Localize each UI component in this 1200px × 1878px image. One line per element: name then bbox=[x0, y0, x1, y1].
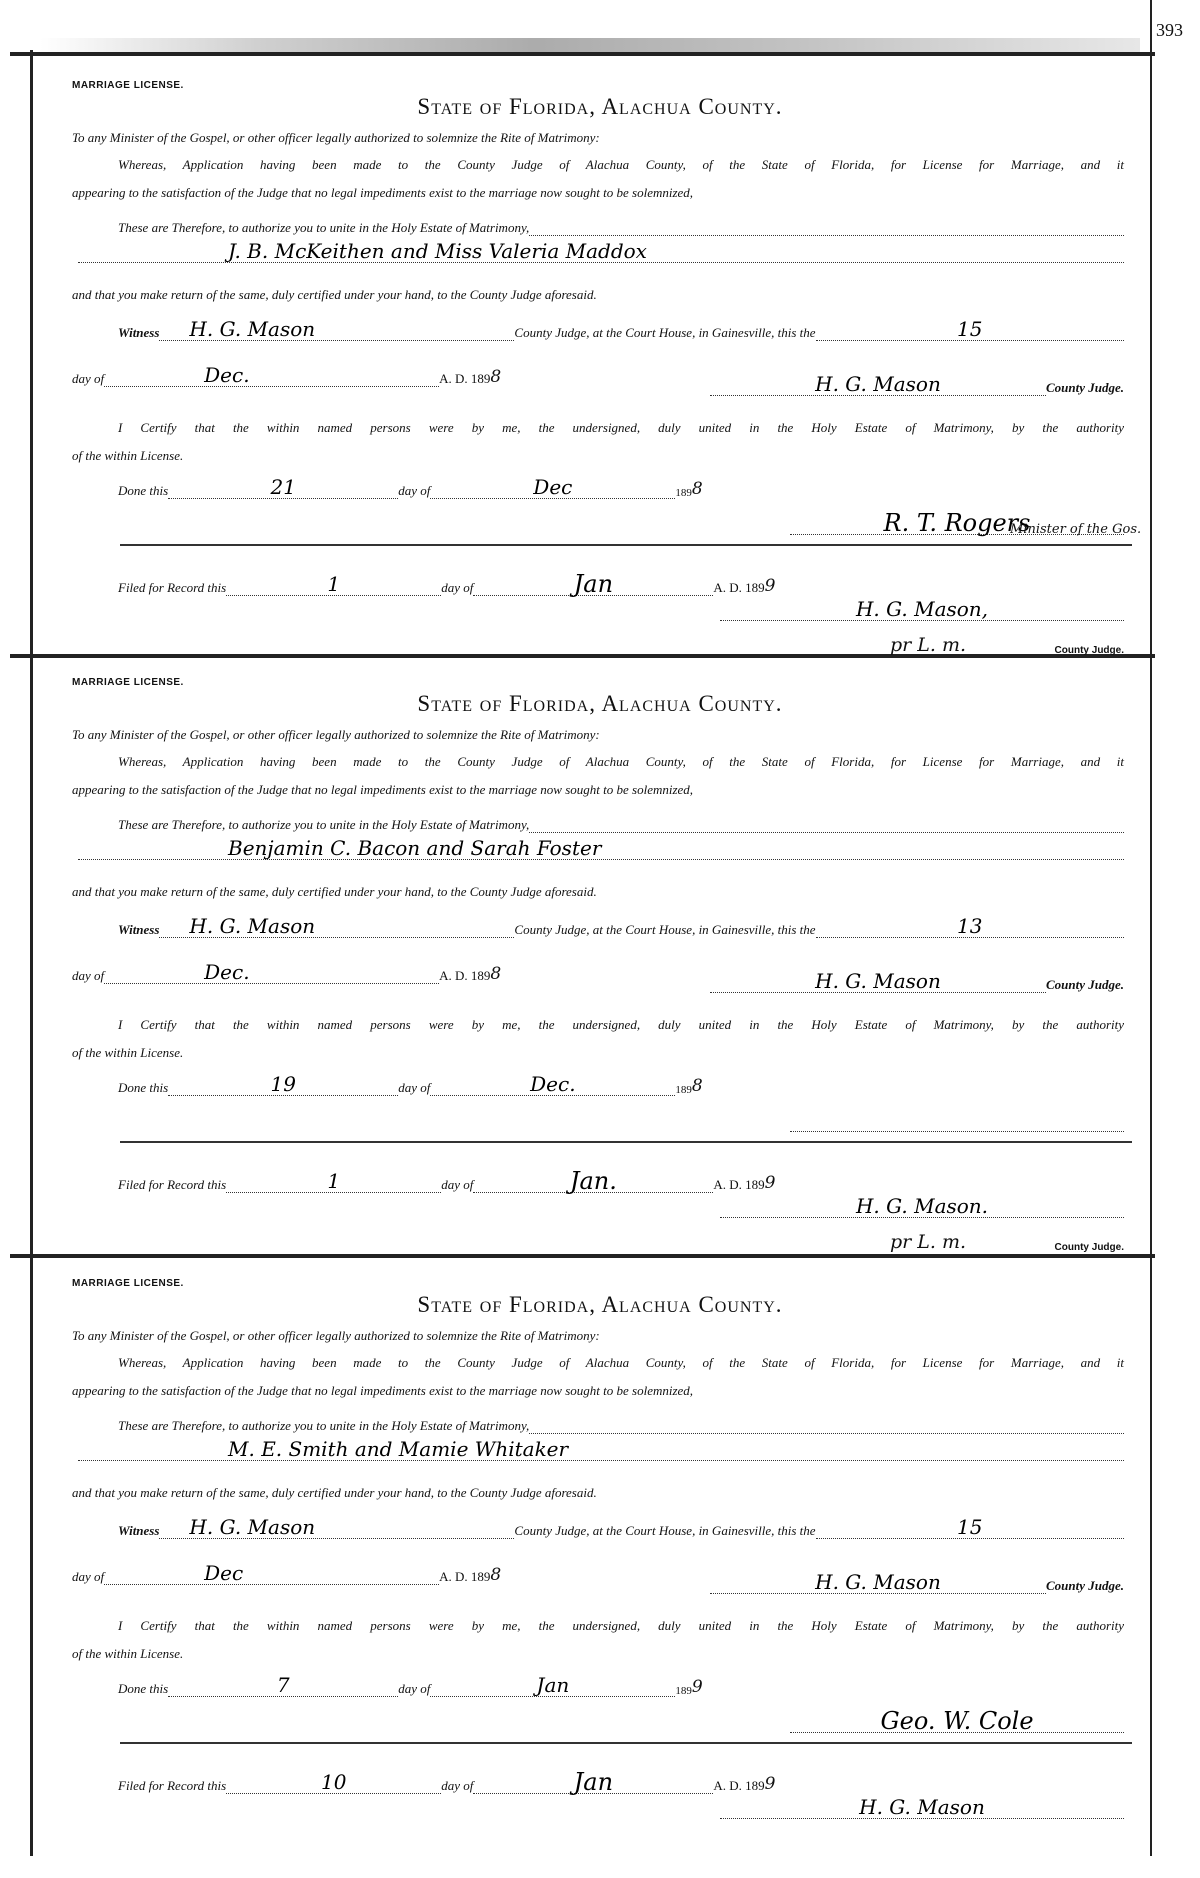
done-line bbox=[118, 1072, 818, 1096]
done-year-prefix: 189 bbox=[675, 1084, 692, 1096]
day-of-label: day of bbox=[398, 1080, 431, 1095]
clerk-signature-field bbox=[720, 1194, 1124, 1218]
officiant-signature-field bbox=[790, 1117, 1124, 1132]
filed-year-digit: 9 bbox=[764, 1774, 776, 1794]
filed-label: Filed for Record this bbox=[118, 1177, 227, 1192]
filed-month-field bbox=[473, 570, 713, 598]
judge-signature-line bbox=[710, 372, 1124, 396]
ad-label: A. D. 189 bbox=[713, 580, 765, 595]
witness-line bbox=[118, 1515, 1124, 1539]
day-of-label: day of bbox=[441, 1177, 474, 1192]
clerk-signature-field bbox=[720, 597, 1124, 621]
return-text: and that you make return of the same, duly certified under your hand, to the County Judge aforesaid. bbox=[72, 1485, 597, 1500]
filed-month-field bbox=[473, 1768, 713, 1796]
filed-day: 10 bbox=[320, 1770, 347, 1794]
clerk-title: County Judge. bbox=[1054, 645, 1124, 656]
address-line bbox=[72, 1328, 1124, 1344]
judge-signature-field bbox=[710, 1570, 1046, 1594]
done-day: 21 bbox=[270, 475, 296, 499]
ad-label: A. D. 189 bbox=[439, 968, 491, 983]
done-day-field bbox=[168, 1072, 398, 1096]
done-month-field bbox=[430, 1673, 675, 1697]
issue-day-field bbox=[816, 914, 1124, 938]
done-this-label: Done this bbox=[118, 483, 169, 498]
within-license-line bbox=[72, 1045, 1124, 1061]
form-label: MARRIAGE LICENSE. bbox=[72, 1278, 184, 1289]
return-line bbox=[72, 884, 1124, 900]
form-title: State of Florida, Alachua County. bbox=[417, 1292, 783, 1317]
witness-line bbox=[118, 317, 1124, 341]
address-text: To any Minister of the Gospel, or other officer legally authorized to solemnize the Rite of Matrimony: bbox=[72, 1328, 600, 1343]
filed-day-field bbox=[226, 1770, 441, 1794]
within-license-line bbox=[72, 448, 1124, 464]
filler-dots bbox=[529, 1419, 1124, 1434]
filed-line bbox=[118, 570, 898, 598]
filed-line bbox=[118, 1768, 898, 1796]
appearing-line bbox=[72, 185, 1124, 201]
return-text: and that you make return of the same, duly certified under your hand, to the County Judge aforesaid. bbox=[72, 884, 597, 899]
clerk-signature: H. G. Mason bbox=[859, 1795, 985, 1819]
couple-names: J. B. McKeithen and Miss Valeria Maddox bbox=[228, 239, 647, 263]
clerk-initials-line bbox=[890, 634, 1124, 656]
day-of-label: day of bbox=[441, 1778, 474, 1793]
issue-day: 15 bbox=[957, 1515, 983, 1539]
appearing-text: appearing to the satisfaction of the Judge that no legal impediments exist to the marriage now sought to be solemnized, bbox=[72, 782, 694, 797]
issue-date-line bbox=[72, 1561, 672, 1585]
page-number: 393 bbox=[1156, 20, 1183, 40]
filed-label: Filed for Record this bbox=[118, 1778, 227, 1793]
scan-shadow bbox=[40, 38, 1140, 52]
these-are-line bbox=[118, 1418, 1124, 1434]
filed-month: Jan bbox=[573, 570, 614, 598]
clerk-signature: H. G. Mason. bbox=[855, 1194, 989, 1218]
marriage-license-record bbox=[0, 80, 1200, 680]
judge-signature-field bbox=[710, 372, 1046, 396]
whereas-line: Whereas, Application having been made to the County Judge of Alachua County, of the State of Florida, for License for Marriage, and it bbox=[118, 157, 1124, 172]
issue-month-field bbox=[104, 960, 439, 984]
witness-field bbox=[159, 317, 514, 341]
done-line bbox=[118, 1673, 818, 1697]
clerk-signature-field bbox=[720, 1795, 1124, 1819]
appearing-line bbox=[72, 1383, 1124, 1399]
these-are-line bbox=[118, 220, 1124, 236]
witness-judge-name: H. G. Mason bbox=[189, 914, 316, 938]
done-year-digit: 9 bbox=[691, 1677, 703, 1697]
these-are-line bbox=[118, 817, 1124, 833]
filed-year-digit: 9 bbox=[764, 1173, 776, 1193]
within-license-text: of the within License. bbox=[72, 448, 184, 463]
form-title: State of Florida, Alachua County. bbox=[417, 691, 783, 716]
these-are-text: These are Therefore, to authorize you to unite in the Holy Estate of Matrimony, bbox=[118, 817, 530, 832]
ad-label: A. D. 189 bbox=[713, 1177, 765, 1192]
address-text: To any Minister of the Gospel, or other officer legally authorized to solemnize the Rite of Matrimony: bbox=[72, 727, 600, 742]
issue-day: 15 bbox=[957, 317, 983, 341]
done-day: 7 bbox=[276, 1673, 290, 1697]
issue-day-field bbox=[816, 317, 1124, 341]
officiant-title: Minister of the Gos. bbox=[1010, 522, 1142, 537]
issue-month: Dec. bbox=[204, 363, 250, 387]
filing-divider bbox=[120, 1141, 1132, 1143]
done-month: Dec. bbox=[530, 1072, 576, 1096]
filed-label: Filed for Record this bbox=[118, 580, 227, 595]
witness-judge-name: H. G. Mason bbox=[189, 317, 316, 341]
couple-names: Benjamin C. Bacon and Sarah Foster bbox=[228, 836, 602, 860]
county-judge-label: County Judge. bbox=[1045, 1578, 1124, 1593]
witness-label: Witness bbox=[118, 1523, 160, 1538]
witness-field bbox=[159, 914, 514, 938]
clerk-signature-line bbox=[720, 1795, 1124, 1819]
done-day: 19 bbox=[270, 1072, 296, 1096]
judge-signature-line bbox=[710, 1570, 1124, 1594]
filed-day-field bbox=[226, 572, 441, 596]
judge-signature: H. G. Mason bbox=[815, 1570, 941, 1594]
clerk-initials: pr L. m. bbox=[890, 1231, 967, 1253]
marriage-license-record bbox=[0, 677, 1200, 1277]
whereas-line: Whereas, Application having been made to the County Judge of Alachua County, of the State of Florida, for License for Marriage, and it bbox=[118, 754, 1124, 769]
appearing-text: appearing to the satisfaction of the Judge that no legal impediments exist to the marriage now sought to be solemnized, bbox=[72, 185, 694, 200]
ad-label: A. D. 189 bbox=[439, 371, 491, 386]
done-month-field bbox=[430, 1072, 675, 1096]
filed-day: 1 bbox=[327, 572, 341, 596]
witness-line bbox=[118, 914, 1124, 938]
within-license-text: of the within License. bbox=[72, 1646, 184, 1661]
filed-month-field bbox=[473, 1167, 713, 1195]
witness-field bbox=[159, 1515, 514, 1539]
return-line bbox=[72, 287, 1124, 303]
witness-label: Witness bbox=[118, 922, 160, 937]
these-are-text: These are Therefore, to authorize you to unite in the Holy Estate of Matrimony, bbox=[118, 220, 530, 235]
officiant-signature-field bbox=[790, 1707, 1124, 1735]
day-of-label: day of bbox=[398, 1681, 431, 1696]
issue-month-field bbox=[104, 363, 439, 387]
done-year-prefix: 189 bbox=[675, 1685, 692, 1697]
top-rule bbox=[10, 52, 1155, 56]
court-house-text: County Judge, at the Court House, in Gainesville, this the bbox=[514, 922, 816, 937]
form-label: MARRIAGE LICENSE. bbox=[72, 677, 184, 688]
day-of-label: day of bbox=[72, 371, 105, 386]
done-year-digit: 8 bbox=[691, 479, 703, 499]
filed-year-digit: 9 bbox=[764, 576, 776, 596]
done-year-digit: 8 bbox=[691, 1076, 703, 1096]
filed-month: Jan. bbox=[569, 1167, 617, 1195]
done-day-field bbox=[168, 1673, 398, 1697]
judge-signature-line bbox=[710, 969, 1124, 993]
filed-month: Jan bbox=[573, 1768, 614, 1796]
appearing-text: appearing to the satisfaction of the Judge that no legal impediments exist to the marriage now sought to be solemnized, bbox=[72, 1383, 694, 1398]
clerk-initials: pr L. m. bbox=[890, 634, 967, 656]
issue-year-digit: 8 bbox=[490, 367, 502, 387]
filler-dots bbox=[529, 818, 1124, 833]
clerk-initials-line bbox=[890, 1231, 1124, 1253]
names-line bbox=[78, 239, 1124, 263]
within-license-line bbox=[72, 1646, 1124, 1662]
clerk-signature: H. G. Mason, bbox=[855, 597, 989, 621]
issue-month-field bbox=[104, 1561, 439, 1585]
certify-line: I Certify that the within named persons were by me, the undersigned, duly united in the Holy Estate of Matrimony, by the authority bbox=[118, 420, 1124, 435]
judge-signature: H. G. Mason bbox=[815, 969, 941, 993]
clerk-signature-line bbox=[720, 1194, 1124, 1218]
filing-divider bbox=[120, 544, 1132, 546]
issue-year-digit: 8 bbox=[490, 964, 502, 984]
filed-line bbox=[118, 1167, 898, 1195]
issue-day: 13 bbox=[957, 914, 983, 938]
done-month: Dec bbox=[533, 475, 573, 499]
clerk-title: County Judge. bbox=[1054, 1242, 1124, 1253]
address-line bbox=[72, 727, 1124, 743]
issue-day-field bbox=[816, 1515, 1124, 1539]
certify-line: I Certify that the within named persons were by me, the undersigned, duly united in the Holy Estate of Matrimony, by the authority bbox=[118, 1618, 1124, 1633]
issue-date-line bbox=[72, 960, 672, 984]
officiant-signature: R. T. Rogers bbox=[883, 509, 1031, 537]
county-judge-label: County Judge. bbox=[1045, 380, 1124, 395]
address-text: To any Minister of the Gospel, or other officer legally authorized to solemnize the Rite of Matrimony: bbox=[72, 130, 600, 145]
witness-judge-name: H. G. Mason bbox=[189, 1515, 316, 1539]
filler-dots bbox=[529, 221, 1124, 236]
officiant-signature-line bbox=[790, 1117, 1124, 1132]
done-line bbox=[118, 475, 818, 499]
return-text: and that you make return of the same, duly certified under your hand, to the County Judge aforesaid. bbox=[72, 287, 597, 302]
judge-signature: H. G. Mason bbox=[815, 372, 941, 396]
appearing-line bbox=[72, 782, 1124, 798]
judge-signature-field bbox=[710, 969, 1046, 993]
filed-day: 1 bbox=[327, 1169, 341, 1193]
done-month: Jan bbox=[536, 1673, 570, 1697]
done-month-field bbox=[430, 475, 675, 499]
court-house-text: County Judge, at the Court House, in Gainesville, this the bbox=[514, 325, 816, 340]
ad-label: A. D. 189 bbox=[439, 1569, 491, 1584]
address-line bbox=[72, 130, 1124, 146]
filed-day-field bbox=[226, 1169, 441, 1193]
issue-date-line bbox=[72, 363, 672, 387]
officiant-signature-line bbox=[790, 1707, 1124, 1735]
names-line bbox=[78, 1437, 1124, 1461]
day-of-label: day of bbox=[72, 968, 105, 983]
done-this-label: Done this bbox=[118, 1080, 169, 1095]
return-line bbox=[72, 1485, 1124, 1501]
issue-month: Dec. bbox=[204, 960, 250, 984]
done-this-label: Done this bbox=[118, 1681, 169, 1696]
ad-label: A. D. 189 bbox=[713, 1778, 765, 1793]
witness-label: Witness bbox=[118, 325, 160, 340]
names-line bbox=[78, 836, 1124, 860]
form-title: State of Florida, Alachua County. bbox=[417, 94, 783, 119]
officiant-signature: Geo. W. Cole bbox=[880, 1707, 1034, 1735]
couple-names: M. E. Smith and Mamie Whitaker bbox=[228, 1437, 569, 1461]
issue-year-digit: 8 bbox=[490, 1565, 502, 1585]
names-field bbox=[78, 836, 1124, 860]
day-of-label: day of bbox=[72, 1569, 105, 1584]
whereas-line: Whereas, Application having been made to the County Judge of Alachua County, of the State of Florida, for License for Marriage, and it bbox=[118, 1355, 1124, 1370]
day-of-label: day of bbox=[441, 580, 474, 595]
certify-line: I Certify that the within named persons were by me, the undersigned, duly united in the Holy Estate of Matrimony, by the authority bbox=[118, 1017, 1124, 1032]
names-field bbox=[78, 1437, 1124, 1461]
names-field bbox=[78, 239, 1124, 263]
form-label: MARRIAGE LICENSE. bbox=[72, 80, 184, 91]
done-year-prefix: 189 bbox=[675, 487, 692, 499]
day-of-label: day of bbox=[398, 483, 431, 498]
issue-month: Dec bbox=[204, 1561, 244, 1585]
within-license-text: of the within License. bbox=[72, 1045, 184, 1060]
these-are-text: These are Therefore, to authorize you to unite in the Holy Estate of Matrimony, bbox=[118, 1418, 530, 1433]
county-judge-label: County Judge. bbox=[1045, 977, 1124, 992]
marriage-license-record bbox=[0, 1278, 1200, 1878]
done-day-field bbox=[168, 475, 398, 499]
filing-divider bbox=[120, 1742, 1132, 1744]
clerk-signature-line bbox=[720, 597, 1124, 621]
court-house-text: County Judge, at the Court House, in Gainesville, this the bbox=[514, 1523, 816, 1538]
